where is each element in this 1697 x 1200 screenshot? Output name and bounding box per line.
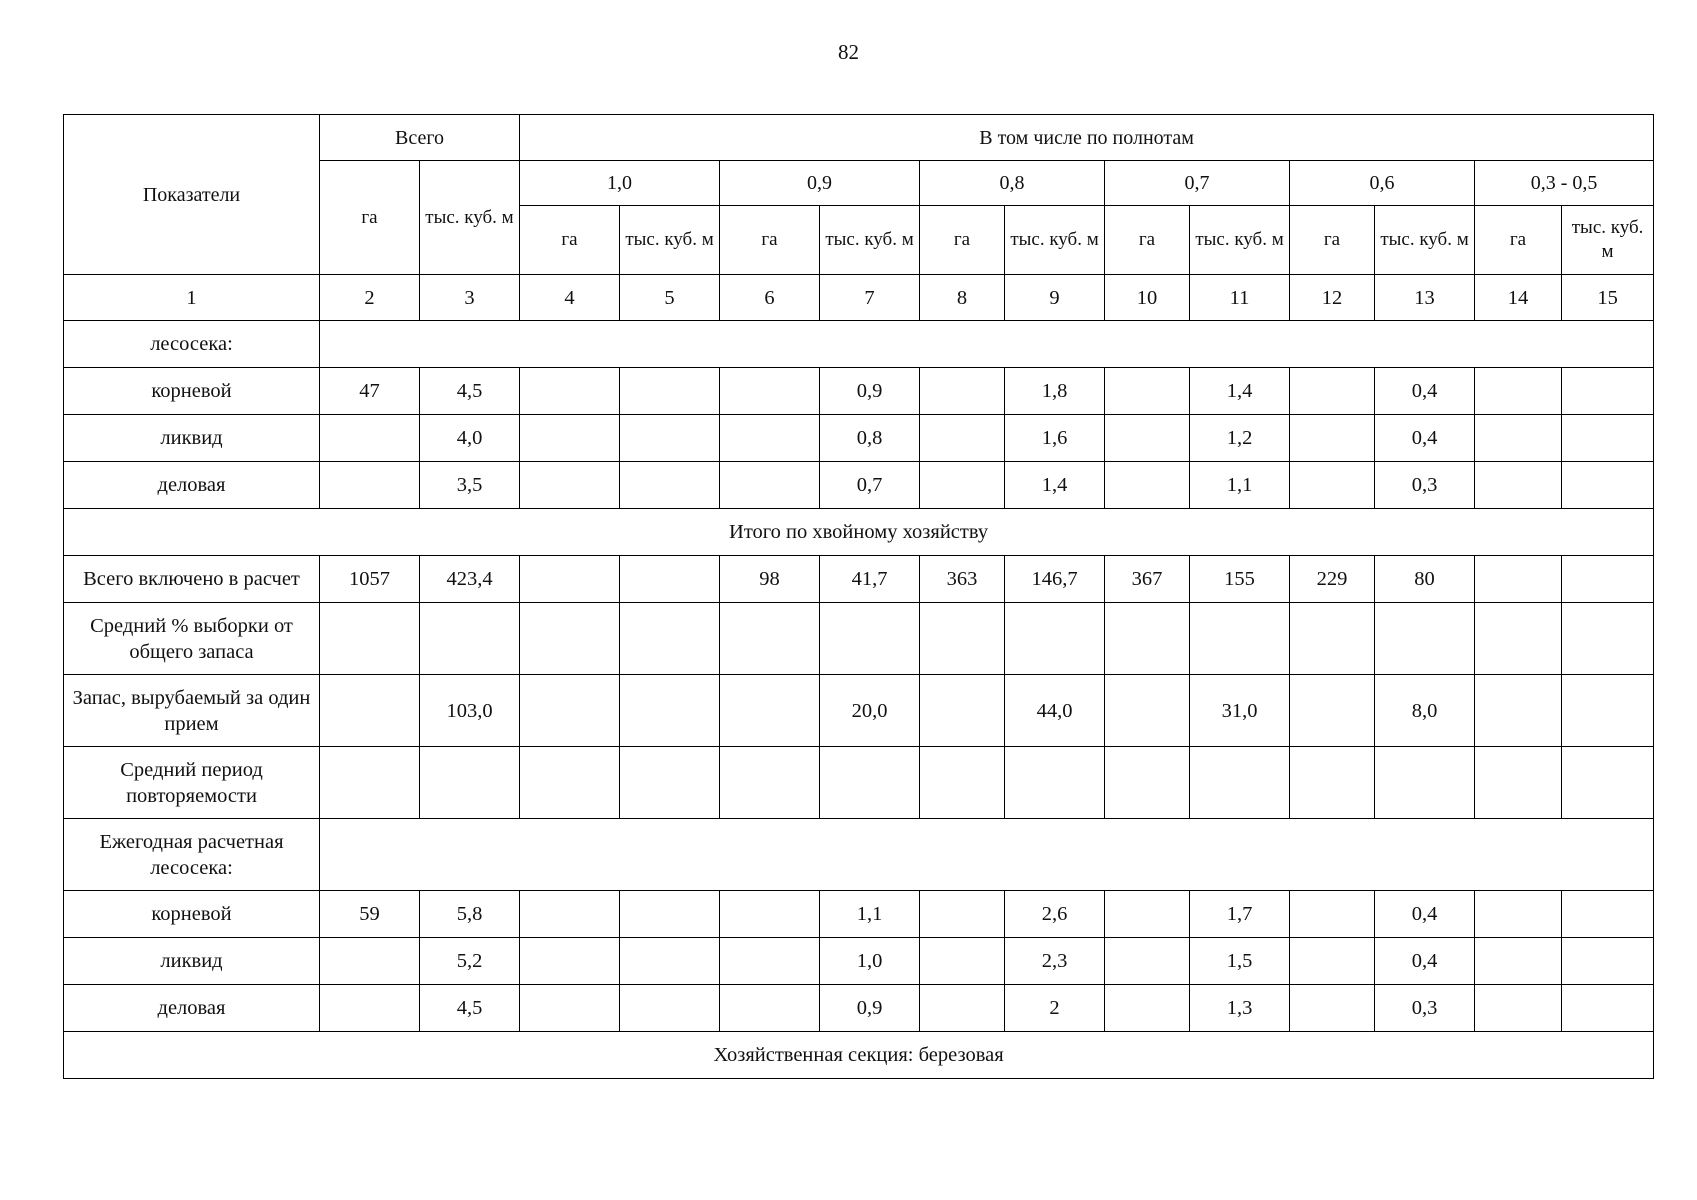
table-cell: [420, 603, 520, 675]
table-cell: [1475, 747, 1562, 819]
volume-unit-header: тыс. куб. м: [1005, 206, 1105, 275]
volume-unit-header: тыс. куб. м: [1190, 206, 1290, 275]
column-number: 6: [720, 275, 820, 321]
density-header: 0,6: [1290, 161, 1475, 206]
column-number: 7: [820, 275, 920, 321]
table-cell: 5,2: [420, 938, 520, 985]
table-cell: [720, 985, 820, 1032]
table-cell: [1190, 747, 1290, 819]
table-cell: [720, 747, 820, 819]
table-cell: [1105, 675, 1190, 747]
table-row: [64, 938, 1654, 985]
table-cell: [1562, 938, 1654, 985]
density-header: 1,0: [520, 161, 720, 206]
table-row: [64, 556, 1654, 603]
volume-unit-header: тыс. куб. м: [1375, 206, 1475, 275]
table-cell: [1105, 985, 1190, 1032]
page-number: 82: [838, 40, 859, 64]
density-header: 0,7: [1105, 161, 1290, 206]
table-cell: 1,1: [1190, 462, 1290, 509]
table-cell: [620, 985, 720, 1032]
column-number: 4: [520, 275, 620, 321]
table-row: [64, 819, 1654, 891]
row-label: Всего включено в расчет: [64, 556, 320, 603]
row-label: корневой: [64, 368, 320, 415]
table-cell: 367: [1105, 556, 1190, 603]
table-cell: [320, 675, 420, 747]
table-cell: 0,3: [1375, 462, 1475, 509]
table-cell: [1290, 462, 1375, 509]
table-cell: 423,4: [420, 556, 520, 603]
table-cell: [720, 415, 820, 462]
table-cell: [1290, 368, 1375, 415]
density-header: 0,3 - 0,5: [1475, 161, 1654, 206]
table-cell: 0,4: [1375, 938, 1475, 985]
row-label: Средний период повторяемости: [64, 747, 320, 819]
table-cell: [920, 938, 1005, 985]
table-cell: 0,3: [1375, 985, 1475, 1032]
table-cell: [620, 938, 720, 985]
area-unit-header: га: [520, 206, 620, 275]
table-cell: [1562, 415, 1654, 462]
table-cell: [1475, 603, 1562, 675]
table-cell: [1475, 415, 1562, 462]
volume-unit-header: тыс. куб. м: [1562, 206, 1654, 275]
table-row: [64, 675, 1654, 747]
table-cell: [520, 368, 620, 415]
table-cell: 0,9: [820, 368, 920, 415]
table-cell: [820, 747, 920, 819]
column-number: 15: [1562, 275, 1654, 321]
table-cell: [620, 556, 720, 603]
table-cell: [1562, 675, 1654, 747]
table-cell: [1005, 603, 1105, 675]
table-cell: [520, 747, 620, 819]
table-cell: [520, 891, 620, 938]
section-title: Хозяйственная секция: березовая: [64, 1032, 1654, 1079]
table-cell: [320, 747, 420, 819]
table-cell: 1,1: [820, 891, 920, 938]
density-header: 0,8: [920, 161, 1105, 206]
table-cell: 3,5: [420, 462, 520, 509]
table-cell: [920, 603, 1005, 675]
table-cell: [1475, 368, 1562, 415]
table-cell: 0,4: [1375, 368, 1475, 415]
area-unit-header: га: [1475, 206, 1562, 275]
table-cell: [1105, 938, 1190, 985]
column-number: 1: [64, 275, 320, 321]
section-title-row: [64, 1032, 1654, 1079]
table-cell: 0,7: [820, 462, 920, 509]
indicator-header: Показатели: [64, 115, 320, 275]
table-cell: [920, 747, 1005, 819]
table-cell: 1,0: [820, 938, 920, 985]
table-cell: [520, 556, 620, 603]
table-cell: [1475, 985, 1562, 1032]
table-cell: 41,7: [820, 556, 920, 603]
table-cell: [1562, 368, 1654, 415]
table-cell: [620, 603, 720, 675]
table-cell: 2: [1005, 985, 1105, 1032]
table-cell: [1290, 675, 1375, 747]
table-row: [64, 985, 1654, 1032]
table-cell: [720, 603, 820, 675]
volume-unit-header: тыс. куб. м: [620, 206, 720, 275]
row-label: Средний % выборки от общего запаса: [64, 603, 320, 675]
row-label: Ежегодная расчетная лесосека:: [64, 819, 320, 891]
table-cell: [1105, 415, 1190, 462]
table-cell: [320, 603, 420, 675]
table-cell: [1190, 603, 1290, 675]
table-row: [64, 462, 1654, 509]
table-cell: 8,0: [1375, 675, 1475, 747]
table-cell: [720, 938, 820, 985]
table-cell: [820, 603, 920, 675]
table-cell: 229: [1290, 556, 1375, 603]
by-density-header: В том числе по полнотам: [520, 115, 1654, 161]
table-cell: 98: [720, 556, 820, 603]
table-cell: 1,2: [1190, 415, 1290, 462]
table-cell: [920, 891, 1005, 938]
row-label: корневой: [64, 891, 320, 938]
row-label: Запас, вырубаемый за один прием: [64, 675, 320, 747]
table-body: [64, 115, 1654, 1079]
header-row-1: [64, 115, 1654, 161]
table-cell: 4,5: [420, 985, 520, 1032]
column-number: 14: [1475, 275, 1562, 321]
table-cell: [520, 603, 620, 675]
table-cell: [920, 415, 1005, 462]
table-cell: [1562, 603, 1654, 675]
table-cell: [1475, 938, 1562, 985]
row-label: лесосека:: [64, 321, 320, 368]
table-cell: 0,4: [1375, 891, 1475, 938]
table-cell: [1562, 747, 1654, 819]
column-number: 2: [320, 275, 420, 321]
table-cell: [1562, 985, 1654, 1032]
table-cell: 59: [320, 891, 420, 938]
table-cell: [620, 747, 720, 819]
row-label: деловая: [64, 985, 320, 1032]
column-number: 11: [1190, 275, 1290, 321]
table-cell: 155: [1190, 556, 1290, 603]
table-cell: [1562, 891, 1654, 938]
table-cell: [320, 985, 420, 1032]
table-cell: 4,5: [420, 368, 520, 415]
table-cell: [720, 891, 820, 938]
table-cell: [320, 415, 420, 462]
table-cell: 80: [1375, 556, 1475, 603]
table-cell: 44,0: [1005, 675, 1105, 747]
area-unit-header: га: [920, 206, 1005, 275]
table-cell: [1290, 938, 1375, 985]
table-row: [64, 415, 1654, 462]
column-number: 10: [1105, 275, 1190, 321]
table-cell: 47: [320, 368, 420, 415]
table-cell: [520, 462, 620, 509]
table-cell: [1375, 747, 1475, 819]
table-cell: 20,0: [820, 675, 920, 747]
table-cell: [620, 891, 720, 938]
merged-empty-cell: [320, 321, 1654, 368]
column-number: 3: [420, 275, 520, 321]
column-number: 12: [1290, 275, 1375, 321]
table-cell: [420, 747, 520, 819]
table-cell: 2,3: [1005, 938, 1105, 985]
table-cell: 2,6: [1005, 891, 1105, 938]
table-cell: 103,0: [420, 675, 520, 747]
table-row: [64, 747, 1654, 819]
table-cell: 5,8: [420, 891, 520, 938]
table-row: [64, 603, 1654, 675]
table-cell: [1105, 891, 1190, 938]
row-label: ликвид: [64, 415, 320, 462]
table-row: [64, 891, 1654, 938]
table-cell: [520, 675, 620, 747]
volume-unit-header: тыс. куб. м: [820, 206, 920, 275]
table-cell: [520, 938, 620, 985]
table-cell: [1562, 462, 1654, 509]
density-header: 0,9: [720, 161, 920, 206]
area-unit-header: га: [720, 206, 820, 275]
table-cell: [1475, 556, 1562, 603]
merged-empty-cell: [320, 819, 1654, 891]
total-header: Всего: [320, 115, 520, 161]
section-title-row: [64, 509, 1654, 556]
area-unit-header: га: [1290, 206, 1375, 275]
table-cell: [1290, 415, 1375, 462]
column-number-row: [64, 275, 1654, 321]
table-cell: 146,7: [1005, 556, 1105, 603]
table-cell: 4,0: [420, 415, 520, 462]
table-cell: [720, 462, 820, 509]
table-cell: [1475, 675, 1562, 747]
row-label: деловая: [64, 462, 320, 509]
table-cell: [1290, 985, 1375, 1032]
total-volume-header: тыс. куб. м: [420, 161, 520, 275]
table-cell: [620, 675, 720, 747]
table-cell: [320, 462, 420, 509]
section-title: Итого по хвойному хозяйству: [64, 509, 1654, 556]
table-cell: [520, 985, 620, 1032]
table-cell: [920, 368, 1005, 415]
table-cell: [1475, 462, 1562, 509]
table-cell: 1057: [320, 556, 420, 603]
table-cell: 1,4: [1190, 368, 1290, 415]
row-label: ликвид: [64, 938, 320, 985]
table-cell: [320, 938, 420, 985]
table-cell: 0,9: [820, 985, 920, 1032]
table-cell: [1375, 603, 1475, 675]
table-cell: [1105, 747, 1190, 819]
table-cell: [1105, 462, 1190, 509]
table-cell: [720, 675, 820, 747]
table-cell: [520, 415, 620, 462]
table-cell: [1290, 603, 1375, 675]
total-area-header: га: [320, 161, 420, 275]
table-cell: [1005, 747, 1105, 819]
table-cell: 1,7: [1190, 891, 1290, 938]
table-cell: [620, 368, 720, 415]
table-cell: 363: [920, 556, 1005, 603]
column-number: 13: [1375, 275, 1475, 321]
column-number: 5: [620, 275, 720, 321]
table-cell: 0,4: [1375, 415, 1475, 462]
table-cell: 1,8: [1005, 368, 1105, 415]
area-unit-header: га: [1105, 206, 1190, 275]
table-cell: [1105, 603, 1190, 675]
table-cell: 1,4: [1005, 462, 1105, 509]
table-cell: [1475, 891, 1562, 938]
table-cell: [620, 415, 720, 462]
table-row: [64, 321, 1654, 368]
table-cell: [720, 368, 820, 415]
table-cell: [620, 462, 720, 509]
table-cell: 1,5: [1190, 938, 1290, 985]
cutting-area-table: [63, 114, 1654, 1079]
table-cell: [920, 675, 1005, 747]
table-cell: 1,3: [1190, 985, 1290, 1032]
column-number: 8: [920, 275, 1005, 321]
table-cell: 0,8: [820, 415, 920, 462]
table-cell: [1290, 747, 1375, 819]
table-cell: [1562, 556, 1654, 603]
table-cell: [920, 985, 1005, 1032]
table-cell: 31,0: [1190, 675, 1290, 747]
table-cell: [1290, 891, 1375, 938]
table-cell: [920, 462, 1005, 509]
table-cell: [1105, 368, 1190, 415]
column-number: 9: [1005, 275, 1105, 321]
table-row: [64, 368, 1654, 415]
table-cell: 1,6: [1005, 415, 1105, 462]
